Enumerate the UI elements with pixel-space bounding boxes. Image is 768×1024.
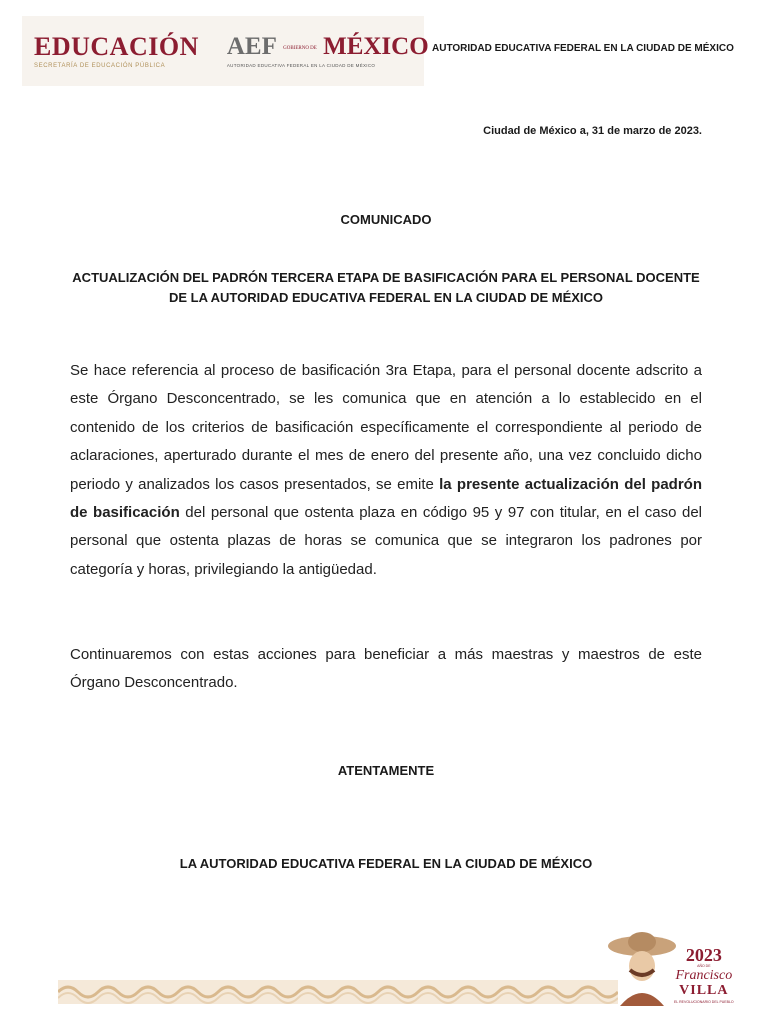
footer-caption: EL REVOLUCIONARIO DEL PUEBLO	[674, 1000, 734, 1004]
header-logo-bar	[22, 16, 429, 86]
decorative-pattern-band	[58, 980, 618, 1004]
aef-mexico-logo-text	[227, 34, 429, 61]
body-paragraph-2: Continuaremos con estas acciones para beneficiar a más maestras y maestros de este Órgano Desconcentrado.	[70, 646, 702, 692]
aef-gob-text: GOBIERNO DE	[283, 45, 317, 51]
paragraph-1-text-b: del personal que ostenta plaza en código 95 y 97 con titular, en el caso del personal que ostenta plazas de horas se comunica que se integraron los padrones por categoría y horas, privilegiando la antigüedad.	[70, 504, 702, 578]
educacion-logo-text: EDUCACIÓN	[34, 31, 199, 61]
footer-decoration	[58, 928, 736, 1008]
paragraph-1-text-a: Se hace referencia al proceso de basificación 3ra Etapa, para el personal docente adscrito a este Órgano Desconcentrado, se les comunica que en atención a lo establecido en el contenido de los criterios de basificación específicamente el correspondiente al periodo de aclaraciones, aperturado durante el mes de enero del presente año, una vez concluido dicho periodo y analizados los casos presentados, se emite	[70, 362, 702, 493]
document-heading: COMUNICADO	[340, 212, 432, 227]
footer-first-name: Francisco	[675, 968, 733, 983]
aef-prefix: AEF	[226, 32, 277, 60]
footer-year-caption: AÑO DE	[697, 964, 711, 968]
date-line: Ciudad de México a, 31 de marzo de 2023.	[483, 125, 702, 137]
body-paragraph-1	[70, 357, 702, 584]
header-authority-text: AUTORIDAD EDUCATIVA FEDERAL EN LA CIUDAD DE MÉXICO	[432, 43, 734, 54]
document-subtitle: ACTUALIZACIÓN DEL PADRÓN TERCERA ETAPA DE BASIFICACIÓN PARA EL PERSONAL DOCENTE DE LA AUTORIDAD EDUCATIVA FEDERAL EN LA CIUDAD DE MÉXICO	[72, 270, 700, 305]
aef-mexico: MÉXICO	[323, 32, 429, 60]
francisco-villa-logo	[674, 946, 734, 1004]
paragraph-1-bold-text: la presente actualización del padrón de basificación	[70, 475, 702, 522]
sep-subtitle: SECRETARÍA DE EDUCACIÓN PÚBLICA	[34, 62, 166, 69]
footer-year: 2023	[685, 945, 722, 965]
francisco-villa-portrait-icon	[606, 930, 678, 1006]
closing-text: ATENTAMENTE	[337, 763, 435, 778]
signature-text: LA AUTORIDAD EDUCATIVA FEDERAL EN LA CIUDAD DE MÉXICO	[179, 856, 593, 871]
footer-last-name: VILLA	[679, 983, 729, 998]
aef-subtitle: AUTORIDAD EDUCATIVA FEDERAL EN LA CIUDAD DE MÉXICO	[226, 63, 376, 69]
